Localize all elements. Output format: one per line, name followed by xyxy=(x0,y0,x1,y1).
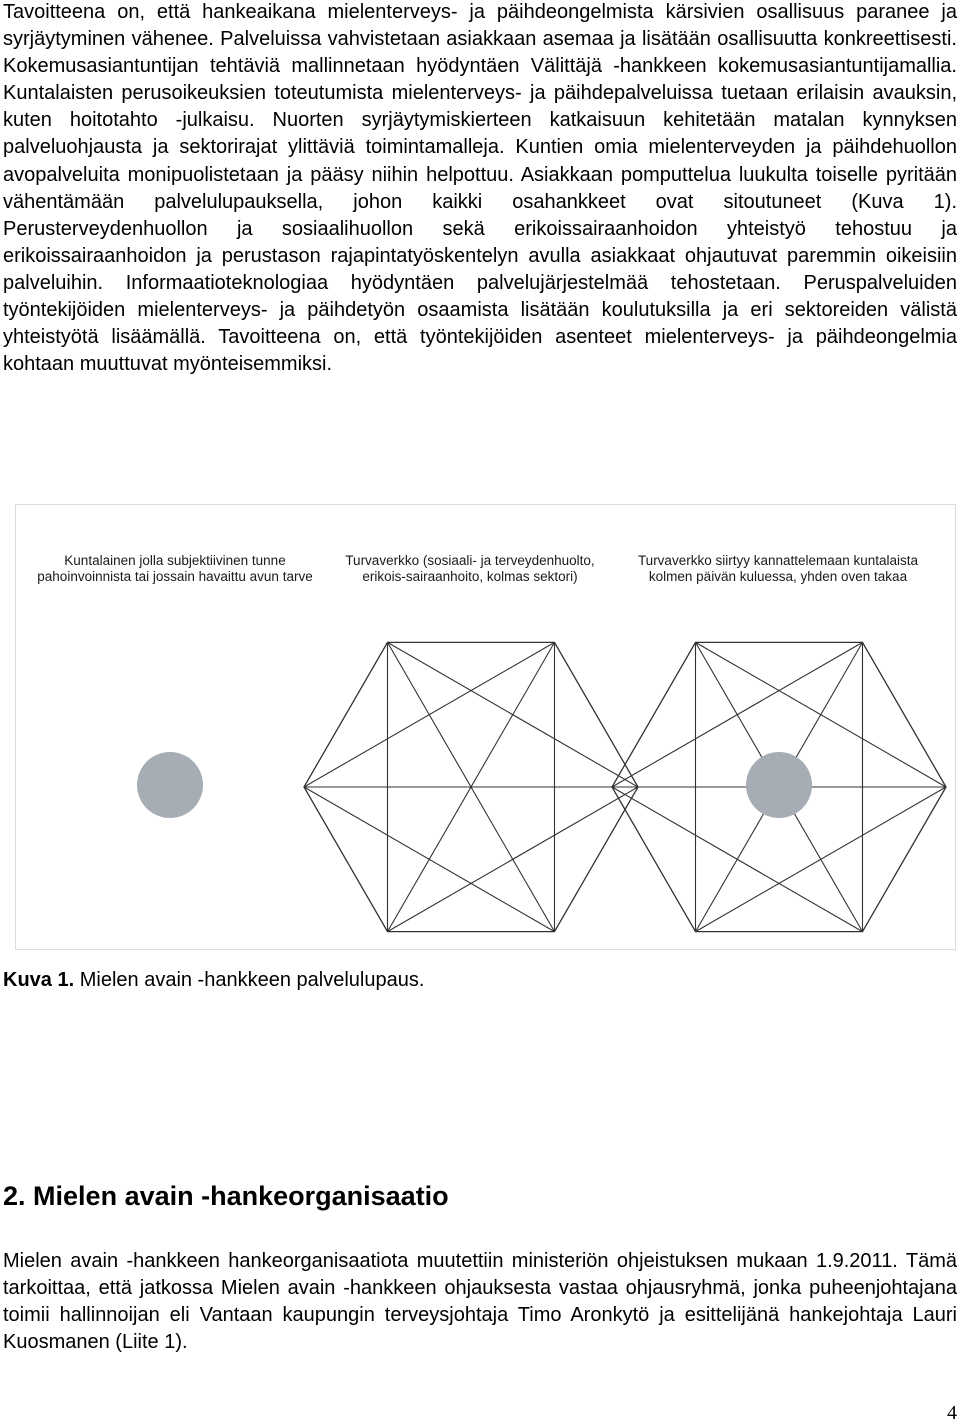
section-heading xyxy=(3,1179,449,1213)
person-circle xyxy=(137,752,203,818)
figure-label-person: Kuntalainen jolla subjektiivinen tunne pahoinvoinnista tai jossain havaittu avun tarve xyxy=(37,553,313,585)
figure-label-safety-net: Turvaverkko (sosiaali- ja terveydenhuolto, erikois-sairaanhoito, kolmas sektori) xyxy=(345,553,595,585)
section-number: 2. xyxy=(3,1181,26,1211)
caption-text: Mielen avain -hankkeen palvelulupaus. xyxy=(79,969,425,991)
caption-label: Kuva 1. xyxy=(3,969,75,991)
supported-person-circle xyxy=(746,752,812,818)
service-promise-figure xyxy=(15,504,956,950)
safety-net-connection xyxy=(304,642,555,787)
section-paragraph: Mielen avain -hankkeen hankeorganisaatiota muutettiin ministeriön ohjeistuksen mukaan 1.9.2011. Tämä tarkoittaa, että jatkossa Mielen avain -hankkeen ohjauksesta vastaa ohjausryhmä, jonka puheenjohtajana toimii hallinnoijan eli Vantaan kaupungin terveysjohtaja Timo Aronkytö ja esittelijänä hankejohtaja Lauri Kuosmanen (Liite 1). xyxy=(3,1250,957,1354)
supporting-net-connection xyxy=(612,642,863,787)
intro-paragraph: Tavoitteena on, että hankeaikana mielenterveys- ja päihdeongelmista kärsivien osallisuus paranee ja syrjäytyminen vähenee. Palveluissa vahvistetaan asiakkaan asemaa ja lisätään osallisuutta konkreettisesti. Kokemusasiantuntijan tehtäviä mallinnetaan hyödyntäen Välittäjä -hankkeen kokemusasiantuntijamallia. Kuntalaisten perusoikeuksien toteutumista mielenterveys- ja päihdepalveluissa tuetaan erilaisin avauksin, kuten hoitotahto -julkaisu. Nuorten syrjäytymiskierteen katkaisuun kehitetään matalan kynnyksen palveluohjausta ja sektorirajat ylittäviä toimintamalleja. Kuntien omia mielenterveyden ja päihdehuollon avopalveluita monipuolistetaan ja pääsy niihin helpottuu. Asiakkaan pomputtelua luukulta toiselle pyritään vähentämään palvelulupauksella, johon kaikki osahankkeet ovat sitoutuneet (Kuva 1). Perusterveydenhuollon ja sosiaalihuollon sekä erikoissairaanhoidon yhteistyö tehostuu ja erikoissairaanhoidon ja perustason rajapintatyöskentelyn avulla asiakkaat ohjautuvat paremmin oikeisiin palveluihin. Informaatioteknologiaa hyödyntäen palvelujärjestelmää tehostetaan. Peruspalveluiden työntekijöiden mielenterveys- ja päihdetyön osaamista lisätään koulutuksilla ja eri sektoreiden välistä yhteistyötä lisäämällä. Tavoitteena on, että työntekijöiden asenteet mielenterveys- ja päihdeongelmia kohtaan muuttuvat myönteisemmiksi. xyxy=(3,1,957,376)
figure-caption xyxy=(3,967,424,994)
section-title: Mielen avain -hankeorganisaatio xyxy=(33,1181,449,1211)
page-number: 4 xyxy=(947,1402,957,1424)
figure-label-supported-person: Turvaverkko siirtyy kannattelemaan kuntalaista kolmen päivän kuluessa, yhden oven takaa xyxy=(637,553,919,585)
